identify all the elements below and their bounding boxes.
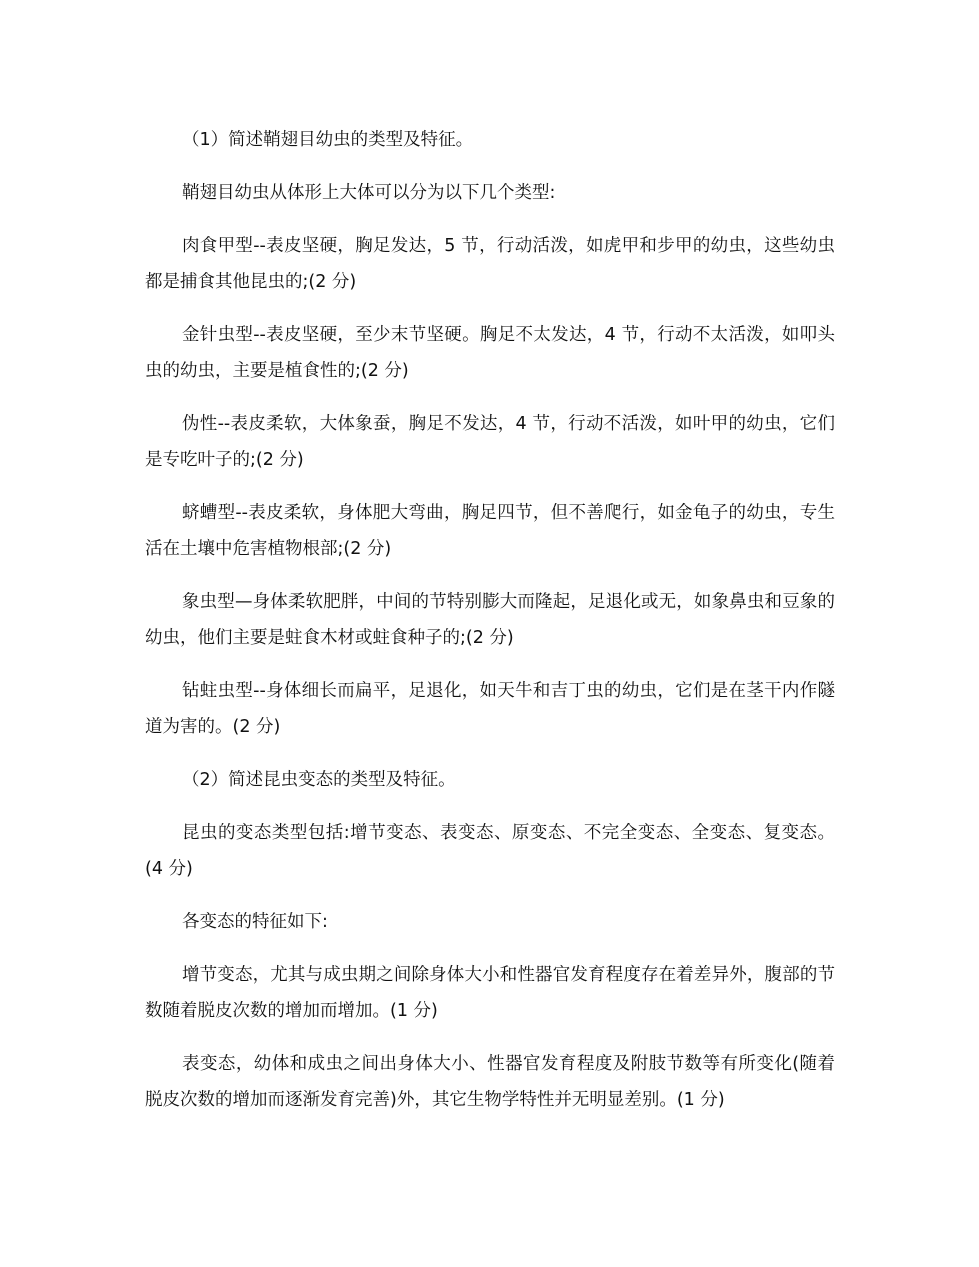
document-body xyxy=(145,122,835,1135)
paragraph-carabid-type: 肉食甲型--表皮坚硬，胸足发达，5 节，行动活泼，如虎甲和步甲的幼虫，这些幼虫都是捕食其他昆虫的;(2 分) xyxy=(145,236,835,292)
paragraph-anamorphosis: 增节变态，尤其与成虫期之间除身体大小和性器官发育程度存在着差异外，腹部的节数随着脱皮次数的增加而增加。(1 分) xyxy=(145,965,835,1021)
paragraph-borer-type: 钻蛀虫型--身体细长而扁平，足退化，如天牛和吉丁虫的幼虫，它们是在茎干内作隧道为害的。(2 分) xyxy=(145,681,835,737)
paragraph-grub-type: 蛴螬型--表皮柔软，身体肥大弯曲，胸足四节，但不善爬行，如金龟子的幼虫，专生活在土壤中危害植物根部;(2 分) xyxy=(145,503,835,559)
paragraph-weevil-type: 象虫型—身体柔软肥胖，中间的节特别膨大而隆起，足退化或无，如象鼻虫和豆象的幼虫，他们主要是蛀食木材或蛀食种子的;(2 分) xyxy=(145,592,835,648)
question-heading-2: （2）简述昆虫变态的类型及特征。 xyxy=(182,770,456,790)
paragraph-metamorphosis-types: 昆虫的变态类型包括:增节变态、表变态、原变态、不完全变态、全变态、复变态。(4 分) xyxy=(145,823,835,879)
paragraph-features-intro: 各变态的特征如下: xyxy=(182,912,328,932)
question-heading-1: （1）简述鞘翅目幼虫的类型及特征。 xyxy=(182,130,474,150)
paragraph-wireworm-type: 金针虫型--表皮坚硬，至少末节坚硬。胸足不太发达，4 节，行动不太活泼，如叩头虫的幼虫，主要是植食性的;(2 分) xyxy=(145,325,835,381)
paragraph-epimorphosis: 表变态，幼体和成虫之间出身体大小、性器官发育程度及附肢节数等有所变化(随着脱皮次数的增加而逐渐发育完善)外，其它生物学特性并无明显差别。(1 分) xyxy=(145,1054,835,1110)
paragraph-intro-larva-types: 鞘翅目幼虫从体形上大体可以分为以下几个类型: xyxy=(182,183,556,203)
paragraph-caterpillar-like-type: 伪性--表皮柔软，大体象蚕，胸足不发达，4 节，行动不活泼，如叶甲的幼虫，它们是专吃叶子的;(2 分) xyxy=(145,414,835,470)
